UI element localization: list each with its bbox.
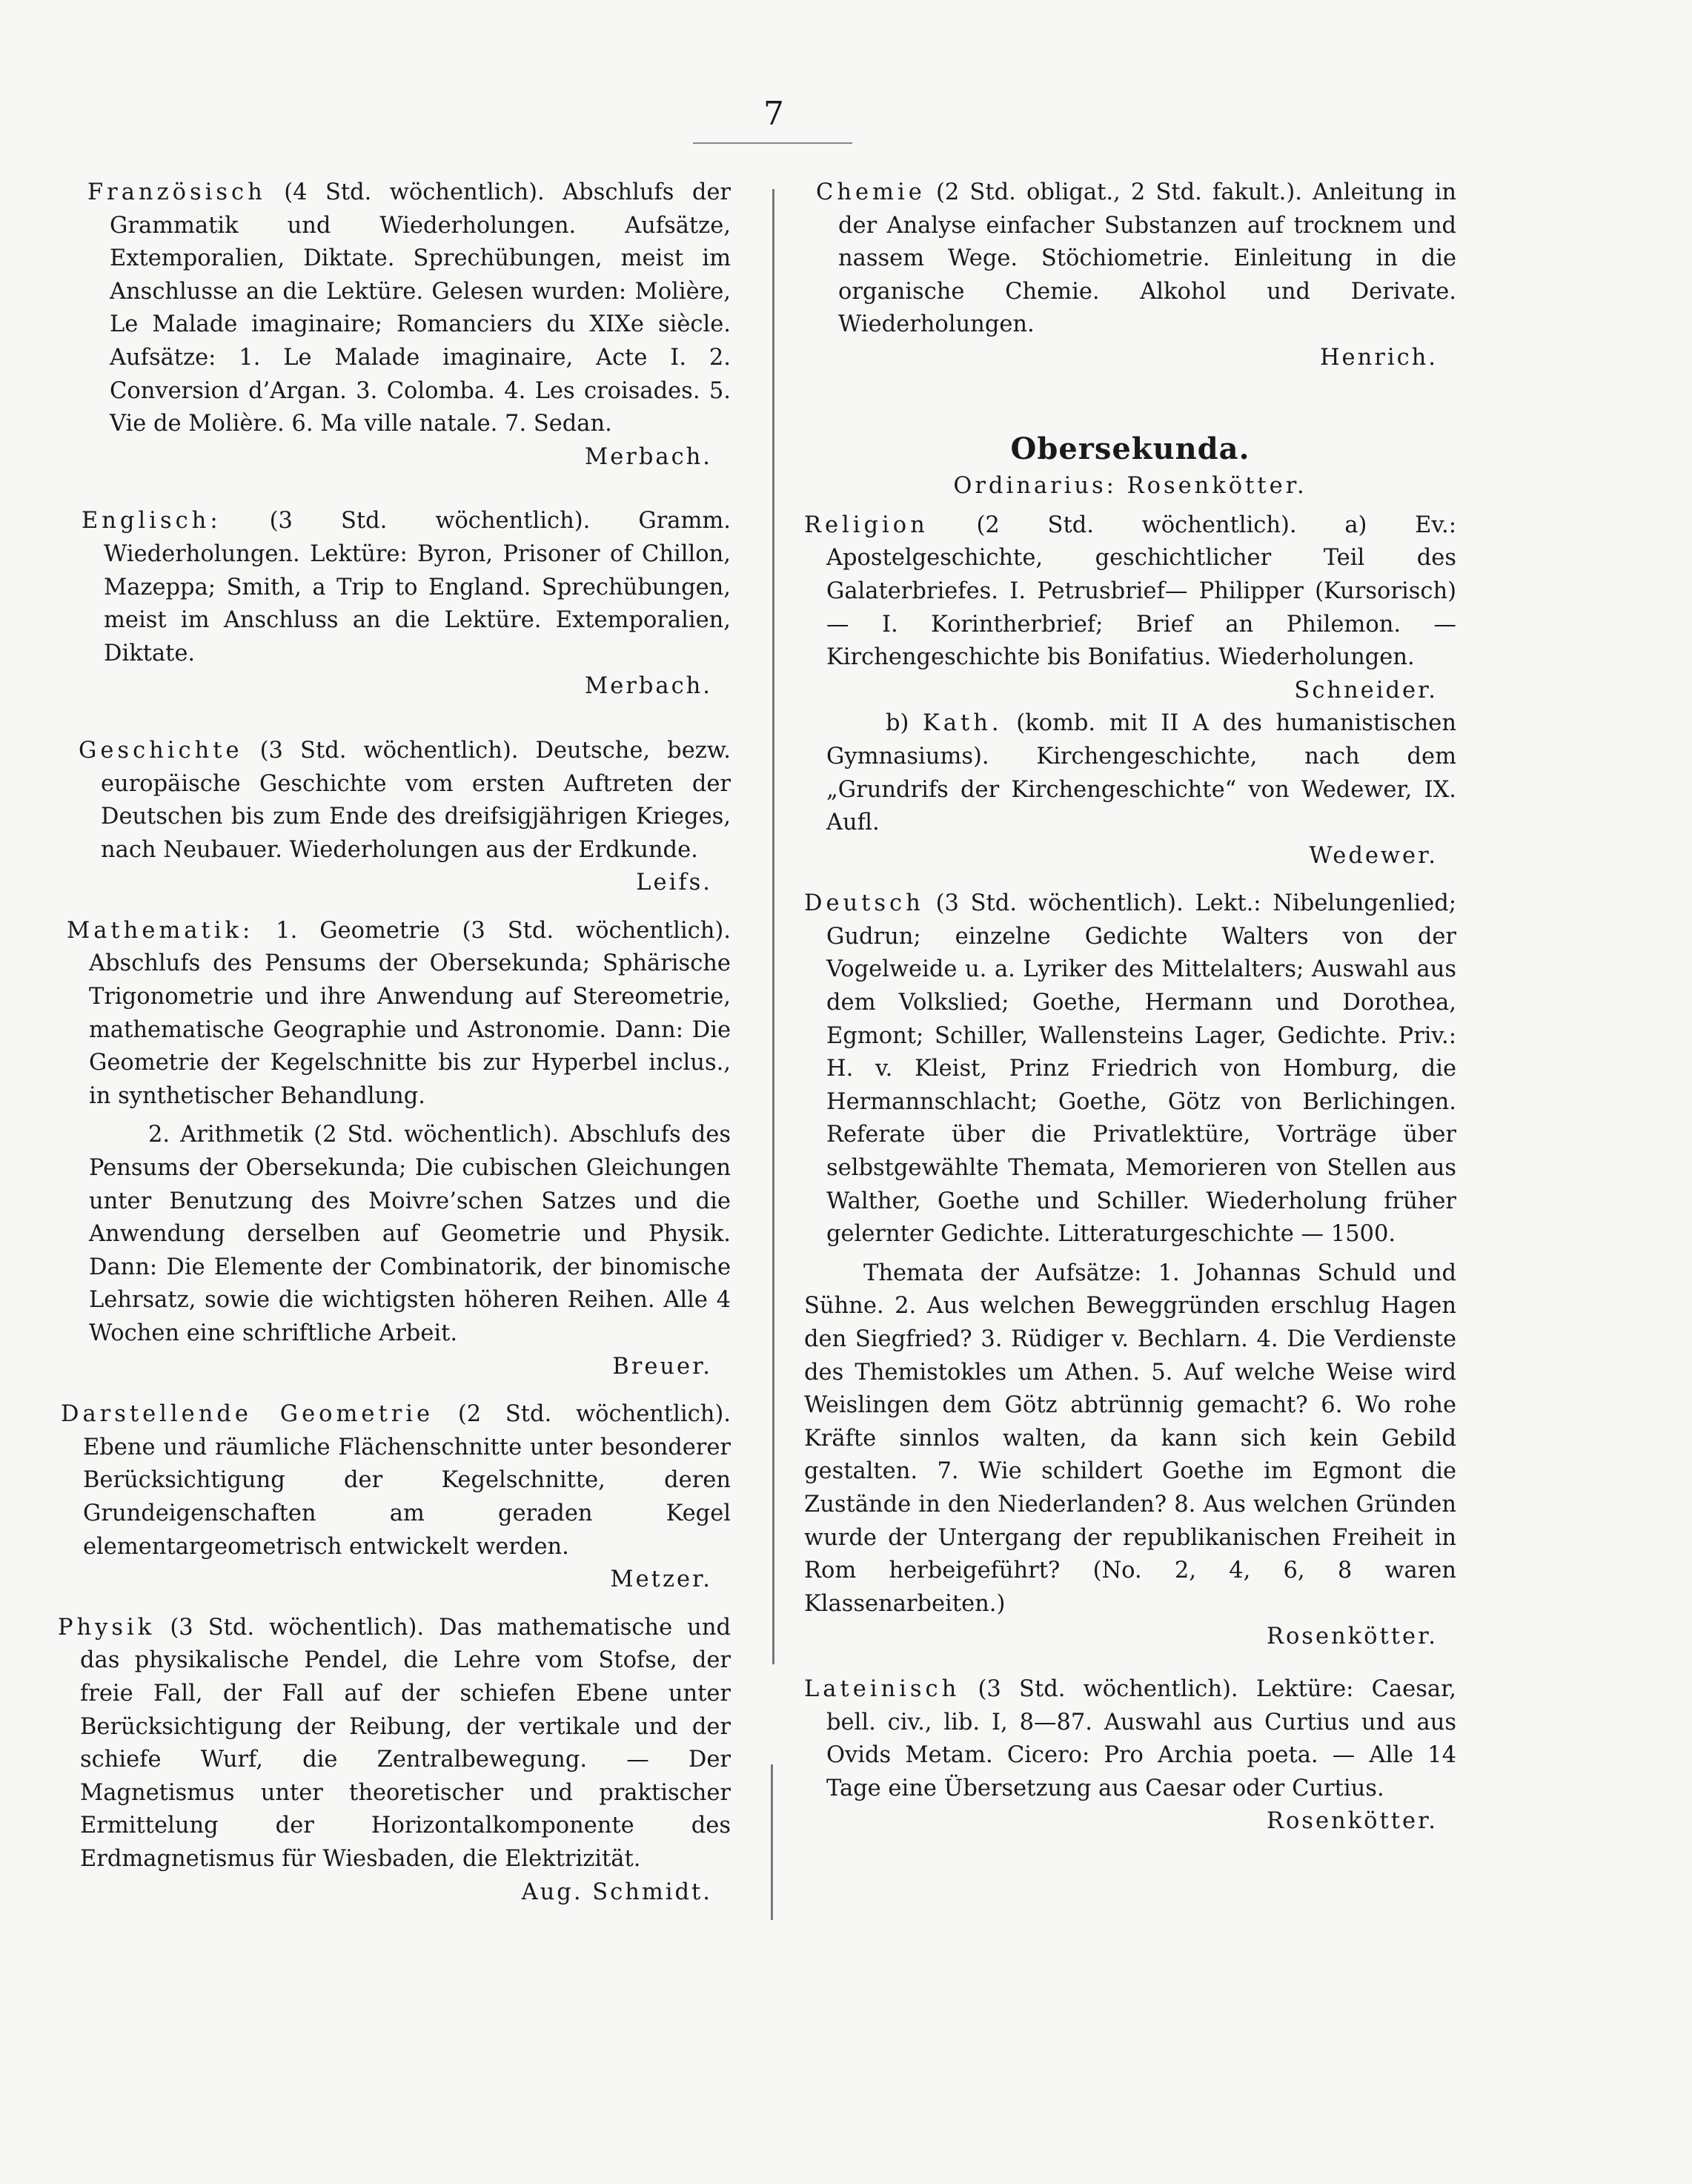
subject-name: Kath.	[923, 710, 1003, 737]
teacher-signature: Merbach.	[585, 673, 712, 700]
section-text: (3 Std. wöchentlich). Deutsche, bezw. europäische Geschichte vom ersten Auftreten der Deutschen bis zum Ende des dreifsigjährigen Krieges, nach Neubauer. Wiederholungen aus der Erdkunde.	[101, 737, 731, 863]
section-text: 1. Geometrie (3 Std. wöchentlich). Abschlufs des Pensums der Obersekunda; Sphärische Trigonometrie und ihre Anwendung auf Stereometrie, mathematische Geographie und Astronomie. Dann: Die Geometrie der Kegelschnitte bis zur Hyperbel inclus., in synthetischer Behandlung.	[89, 917, 731, 1109]
ordinarius-line: Ordinarius: Rosenkötter.	[953, 473, 1307, 500]
section-text: (3 Std. wöchentlich). Gramm. Wiederholungen. Lektüre: Byron, Prisoner of Chillon, Mazeppa; Smith, a Trip to England. Sprechübungen, meist im Anschluss an die Lektüre. Extemporalien, Diktate.	[104, 508, 731, 666]
subject-name: Deutsch	[804, 890, 924, 917]
left-column	[58, 176, 731, 1909]
section-darstellende-geometrie	[61, 1398, 731, 1563]
section-text: (2 Std. wöchentlich). a) Ev.: Apostelgeschichte, geschichtlicher Teil des Galaterbriefes. I. Petrusbrief— Philipper (Kursorisch) — I. Korintherbrief; Brief an Philemon. — Kirchengeschichte bis Bonifatius. Wiederholungen.	[826, 512, 1456, 671]
column-divider	[772, 189, 774, 1664]
section-text: (2 Std. wöchentlich). Ebene und räumliche Flächenschnitte unter besonderer Berücksichtigung der Kegelschnitte, deren Grundeigenschaften am geraden Kegel elementargeometrisch entwickelt werden.	[83, 1401, 731, 1560]
section-text: (3 Std. wöchentlich). Lektüre: Caesar, bell. civ., lib. I, 8—87. Auswahl aus Curtius und aus Ovids Metam. Cicero: Pro Archia poeta. — Alle 14 Tage eine Übersetzung aus Caesar oder Curtius.	[826, 1675, 1456, 1801]
section-chemie	[816, 176, 1456, 342]
teacher-signature: Aug. Schmidt.	[521, 1879, 712, 1905]
teacher-signature: Metzer.	[610, 1566, 712, 1593]
page-number-rule	[693, 142, 852, 144]
subject-name: Religion	[804, 512, 929, 538]
section-text: (2 Std. obligat., 2 Std. fakult.). Anleitung in der Analyse einfacher Substanzen auf trocknem und nassem Wege. Stöchiometrie. Einleitung in die organische Chemie. Alkohol und Derivate. Wiederholungen.	[838, 179, 1456, 338]
subject-name: Chemie	[816, 179, 926, 205]
teacher-signature: Henrich.	[1319, 344, 1438, 371]
subject-name: Lateinisch	[804, 1675, 961, 1702]
teacher-signature: Wedewer.	[1309, 842, 1438, 869]
right-column	[804, 176, 1456, 1839]
section-religion	[804, 509, 1456, 675]
section-physik	[58, 1612, 731, 1876]
section-text: (3 Std. wöchentlich). Lekt.: Nibelungenlied; Gudrun; einzelne Gedichte Walters von der Vogelweide u. a. Lyriker des Mittelalters; Auswahl aus dem Volkslied; Goethe, Hermann und Dorothea, Egmont; Schiller, Wallensteins Lager, Gedichte. Priv.: H. v. Kleist, Prinz Friedrich von Homburg, die Hermannschlacht; Goethe, Götz von Berlichingen. Referate über die Privatlektüre, Vorträge über selbstgewählte Themata, Memorieren von Stellen aus Walther, Goethe und Schiller. Wiederholung früher gelernter Gedichte. Litteraturgeschichte — 1500.	[826, 890, 1456, 1248]
subject-name: Geschichte	[79, 737, 243, 764]
section-deutsch-themata: Themata der Aufsätze: 1. Johannas Schuld und Sühne. 2. Aus welchen Beweggründen erschlug Hagen den Siegfried? 3. Rüdiger v. Bechlarn. 4. Die Verdienste des Themistokles um Athen. 5. Auf welche Weise wird Weislingen dem Götz abtrünnig gemacht? 6. Wo rohe Kräfte sinnlos walten, da kann sich kein Gebild gestalten. 7. Wie schildert Goethe im Egmont die Zustände in den Niederlanden? 8. Aus welchen Gründen wurde der Untergang der republikanischen Freiheit in Rom herbeigeführt? (No. 2, 4, 6, 8 waren Klassenarbeiten.)	[804, 1260, 1456, 1617]
section-geschichte	[79, 735, 731, 867]
subject-name: Physik	[58, 1614, 156, 1641]
list-marker: b)	[886, 710, 923, 737]
teacher-signature: Merbach.	[585, 443, 712, 470]
column-divider-lower	[771, 1764, 773, 1920]
subject-name: Darstellende Geometrie	[61, 1401, 434, 1428]
section-mathematik	[67, 915, 731, 1113]
section-text: (komb. mit II A des humanistischen Gymnasiums). Kirchengeschichte, nach dem „Grundrifs der Kirchengeschichte“ von Wedewer, IX. Aufl.	[826, 710, 1457, 836]
teacher-signature: Rosenkötter.	[1266, 1808, 1438, 1835]
section-englisch	[82, 505, 731, 670]
section-arithmetik: 2. Arithmetik (2 Std. wöchentlich). Abschlufs des Pensums der Obersekunda; Die cubischen Gleichungen unter Benutzung des Moivre’schen Satzes und die Anwendung derselben auf Geometrie und Physik. Dann: Die Elemente der Combinatorik, der binomische Lehrsatz, sowie die wichtigsten höheren Reihen. Alle 4 Wochen eine schriftliche Arbeit.	[89, 1122, 731, 1346]
teacher-signature: Leifs.	[636, 870, 712, 896]
subject-name: Englisch:	[82, 508, 222, 535]
section-franzoesisch	[87, 176, 731, 441]
teacher-signature: Schneider.	[1294, 677, 1438, 704]
section-text: (4 Std. wöchentlich). Abschlufs der Grammatik und Wiederholungen. Aufsätze, Extemporalien, Diktate. Sprechübungen, meist im Anschlusse an die Lektüre. Gelesen wurden: Molière, Le Malade imaginaire; Romanciers du XIXe siècle. Aufsätze: 1. Le Malade imaginaire, Acte I. 2. Conversion d’Argan. 3. Colomba. 4. Les croisades. 5. Vie de Molière. 6. Ma ville natale. 7. Sedan.	[110, 179, 731, 437]
page-number: 7	[763, 95, 784, 133]
class-heading: Obersekunda.	[1010, 431, 1250, 466]
teacher-signature: Breuer.	[612, 1353, 712, 1380]
section-text: (3 Std. wöchentlich). Das mathematische und das physikalische Pendel, die Lehre vom Stofse, der freie Fall, der Fall auf der schiefen Ebene unter Berücksichtigung der Reibung, der vertikale und der schiefe Wurf, die Zentralbewegung. — Der Magnetismus unter theoretischer und praktischer Ermittelung der Horizontalkomponente des Erdmagnetismus für Wiesbaden, die Elektrizität.	[80, 1614, 731, 1872]
subject-name: Mathematik:	[67, 917, 254, 944]
subject-name: Französisch	[87, 179, 266, 205]
section-religion-kath	[826, 707, 1456, 839]
section-deutsch	[804, 887, 1456, 1251]
section-lateinisch	[804, 1673, 1456, 1805]
teacher-signature: Rosenkötter.	[1266, 1624, 1438, 1650]
